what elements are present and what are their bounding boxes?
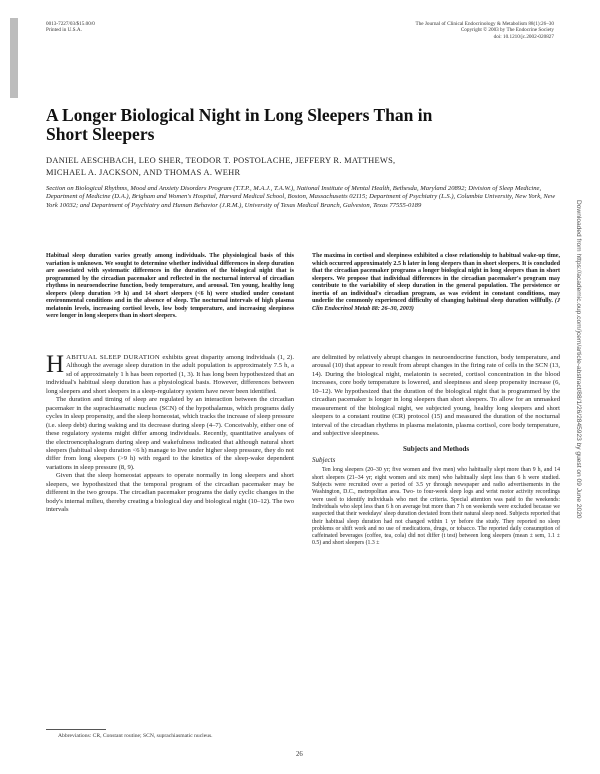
section-title: Subjects and Methods (402, 444, 470, 453)
download-watermark: Downloaded from https://academic.oup.com/jcem/article-abstract/88/1/26/2845923 by guest on 09 June 2020 (575, 200, 582, 519)
subjects-paragraph: Ten long sleepers (20–30 yr; five women and five men) who habitually slept more than 9 h, and 14 short sleepers (21–34 yr; eight women and six men) who habitually slept less than 6 h were studied. Subjects were recruited over a period of 3.5 yr through newspaper and radio advertisements in the Washington, D.C., metropolitan area. Two- to four-week sleep logs and wrist motor activity recordings were used to identify individuals who met the criteria. Special attention was paid to the weekends: Individuals who slept less than 6 h on average but more than 7 h on weekends were excluded because we suspected that their weekdays' sleep duration deviated from their natural sleep need. Subjects reported that their habitual sleep duration had not changed within 1 yr before the study. They reported no sleep problems or shift work and no use of medications, drugs, or tobacco. The reported daily consumption of caffeinated beverages (coffee, tea, cola) did not differ (t test) between long sleepers (mean ± sem, 1.1 ± 0.5) and short sleepers (1.3 ± (312, 467, 560, 547)
intro-paragraph-1-text: exhibits great disparity among individuals (1, 2). Although the average sleep duration in the adult population is approximately 7.5 h, a sd of approximately 1 h has been reported (1, 3). It has long been hypothesized that an individual's habitual sleep duration has a physiological basis. However, differences between long sleepers and short sleepers in a sleep-regulatory system have never been identified. (46, 354, 294, 395)
authors-line-2: MICHAEL A. JACKSON, AND THOMAS A. WEHR (46, 168, 241, 177)
abstract-right-text: The maxima in cortisol and sleepiness exhibited a close relationship to habitual wake-up time, which occurred approximately 2.5 h later in long sleepers than in short sleepers. It is concluded that the circadian pacemaker programs a longer biological night in long sleepers than in short sleepers. We propose that individual differences in the circadian pacemaker's program may contribute to the variability of sleep duration in the general population. The persistence or inertia of an individual's circadian program, as was evident in constant conditions, may underlie the commonly experienced difficulty of changing habitual sleep duration willfully. (312, 253, 560, 304)
printed-line: Printed in U.S.A. (46, 27, 82, 34)
lead-smallcaps: ABITUAL SLEEP DURATION (66, 354, 161, 361)
intro-paragraph-1 (46, 351, 294, 396)
body-column-right (312, 354, 560, 548)
intro-paragraph-2: The duration and timing of sleep are regulated by an interaction between the circadian pacemaker in the suprachiasmatic nucleus (SCN) of the hypothalamus, which programs daily cycles in sleep propensity, and the sleep homeostat, which tracks the increase of sleep pressure (i.e. sleep debt) during waking and its decrease during sleep (4–7). Conceivably, either one of these regulatory systems might differ among individuals. Recently, quantitative analyses of the electroencephalogram during sleep and wakefulness indicated that although natural short sleepers (habitual sleep duration <6 h) manage to live under higher sleep pressure, they do not differ from long sleepers (>9 h) with regard to the kinetics of the sleep-wake dependent variations in sleep pressure (8, 9). (46, 396, 294, 471)
issn-line: 0013-7227/03/$15.00/0 (46, 21, 95, 27)
body-column-left (46, 351, 294, 515)
drop-cap: H (46, 351, 65, 378)
copyright-line: Copyright © 2003 by The Endocrine Society (460, 27, 554, 34)
page-number: 26 (296, 751, 303, 758)
subsection-title: Subjects (312, 455, 336, 464)
abstract-citation: (J Clin Endocrinol Metab 88: 26–30, 2003) (312, 298, 560, 312)
intro-paragraph-3: Given that the sleep homeostat appears to operate normally in long sleepers and short sleepers, we hypothesized that the temporal program of the circadian pacemaker may be different in the two groups. The circadian pacemaker programs the daily cyclic changes in the body's internal milieu, thereby creating a biological day and biological night (10–12). The two intervals (46, 472, 294, 514)
footnote-rule (46, 729, 106, 730)
margin-bar (10, 18, 18, 98)
abstract-right (312, 253, 560, 313)
article-title: A Longer Biological Night in Long Sleepers Than in Short Sleepers (46, 105, 433, 144)
affiliations: Section on Biological Rhythms, Mood and Anxiety Disorders Program (T.T.P., M.A.J., T.A.W.), National Institute of Mental Health, Bethesda, Maryland 20892; Division of Sleep Medicine, Department of Medicine (D.A.), Brigham and Women's Hospital, Harvard Medical School, Boston, Massachusetts 02115; Department of Psychiatry (L.S.), Columbia University, New York, New York 10032; and Department of Psychiatry and Human Behavior (J.R.M.), University of Texas Medical Branch, Galveston, Texas 77555-0189 (46, 185, 556, 209)
journal-citation: The Journal of Clinical Endocrinology & Metabolism 88(1):26–30 (415, 21, 554, 27)
doi-line[interactable]: doi: 10.1210/jc.2002-020827 (493, 33, 554, 40)
journal-header-left (46, 21, 95, 34)
author-list (46, 155, 566, 179)
abstract-left: Habitual sleep duration varies greatly among individuals. The physiological basis of this variation is unknown. We sought to determine whether individual differences in sleep duration are associated with systematic differences in the duration of the biological night that is programmed by the circadian pacemaker and reflected in the nocturnal interval of circadian rhythms in neuroendocrine function, body temperature, and arousal. Ten young, healthy long sleepers (sleep duration >9 h) and 14 short sleepers (<6 h) were studied under constant environmental conditions and in the absence of sleep. The nocturnal intervals of high plasma melatonin levels, increasing cortisol levels, low body temperature, and increasing sleepiness were longer in long sleepers than in short sleepers. (46, 253, 294, 319)
abbreviations-footnote: Abbreviations: CR, Constant routine; SCN, suprachiasmatic nucleus. (58, 733, 213, 739)
journal-header-right (416, 21, 554, 40)
intro-paragraph-4: are delimited by relatively abrupt changes in neuroendocrine function, body temperature, and arousal (10) that appear to result from abrupt changes in the firing rate of cells in the SCN (13, 14). During the biological night, melatonin is secreted, cortisol concentration in the blood increases, core body temperature is lowered, and sleepiness and sleep propensity increase (6, 10–12). We hypothesized that the duration of the biological night that is programmed by the circadian pacemaker is longer in long sleepers than short sleepers. To allow for an unmasked measurement of the biological night, we subjected young, healthy long sleepers and short sleepers to a constant routine (CR) protocol (15) and measured the duration of the nocturnal interval of the circadian rhythms in plasma melatonin, plasma cortisol, core body temperature, and subjective sleepiness. (312, 354, 560, 438)
authors-line-1: DANIEL AESCHBACH, LEO SHER, TEODOR T. POSTOLACHE, JEFFERY R. MATTHEWS, (46, 156, 396, 165)
